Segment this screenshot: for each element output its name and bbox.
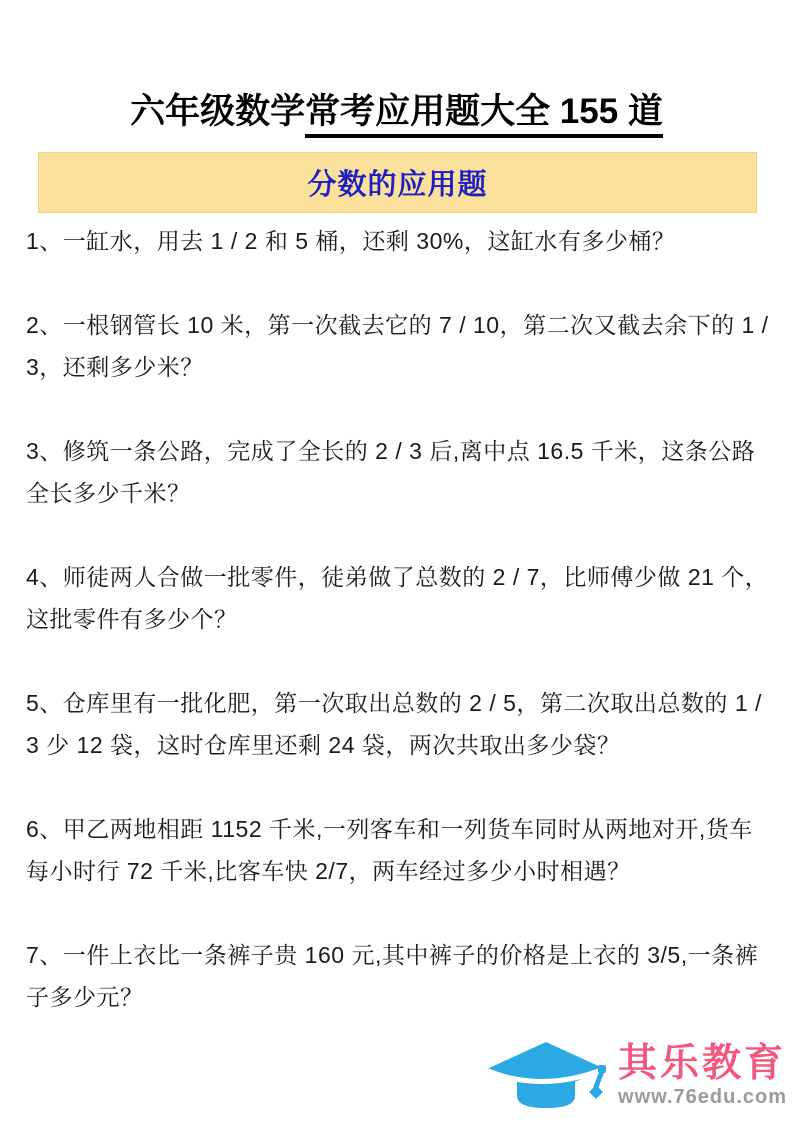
graduation-cap-icon <box>482 1040 610 1112</box>
problem-6: 6、甲乙两地相距 1152 千米,一列客车和一列货车同时从两地对开,货车每小时行 72 千米,比客车快 2/7，两车经过多少小时相遇？ <box>26 816 753 884</box>
problem-2: 2、一根钢管长 10 米，第一次截去它的 7 / 10，第二次又截去余下的 1 / 3，还剩多少米？ <box>26 312 769 380</box>
section-banner-label: 分数的应用题 <box>307 169 488 201</box>
problem-4: 4、师徒两人合做一批零件，徒弟做了总数的 2 / 7，比师傅少做 21 个，这批零件有多少个？ <box>26 564 769 632</box>
brand-footer <box>482 1040 787 1112</box>
problem-list <box>0 220 793 1018</box>
brand-name: 其乐教育 <box>618 1042 787 1085</box>
page-title-underlined: 常考应用题大全 155 道 <box>305 92 663 138</box>
page-title <box>0 90 793 134</box>
problem-7: 7、一件上衣比一条裤子贵 160 元,其中裤子的价格是上衣的 3/5,一条裤子多少元？ <box>26 942 759 1010</box>
page-title-prefix: 六年级数学 <box>130 92 306 131</box>
section-banner <box>38 152 757 213</box>
problem-1: 1、一缸水，用去 1 / 2 和 5 桶，还剩 30%，这缸水有多少桶？ <box>26 228 676 254</box>
brand-website: www.76edu.com <box>618 1086 787 1108</box>
brand-text-block <box>618 1043 787 1109</box>
problem-3: 3、修筑一条公路，完成了全长的 2 / 3 后,离中点 16.5 千米，这条公路全长多少千米？ <box>26 438 756 506</box>
problem-5: 5、仓库里有一批化肥，第一次取出总数的 2 / 5，第二次取出总数的 1 / 3 少 12 袋，这时仓库里还剩 24 袋，两次共取出多少袋？ <box>26 690 762 758</box>
